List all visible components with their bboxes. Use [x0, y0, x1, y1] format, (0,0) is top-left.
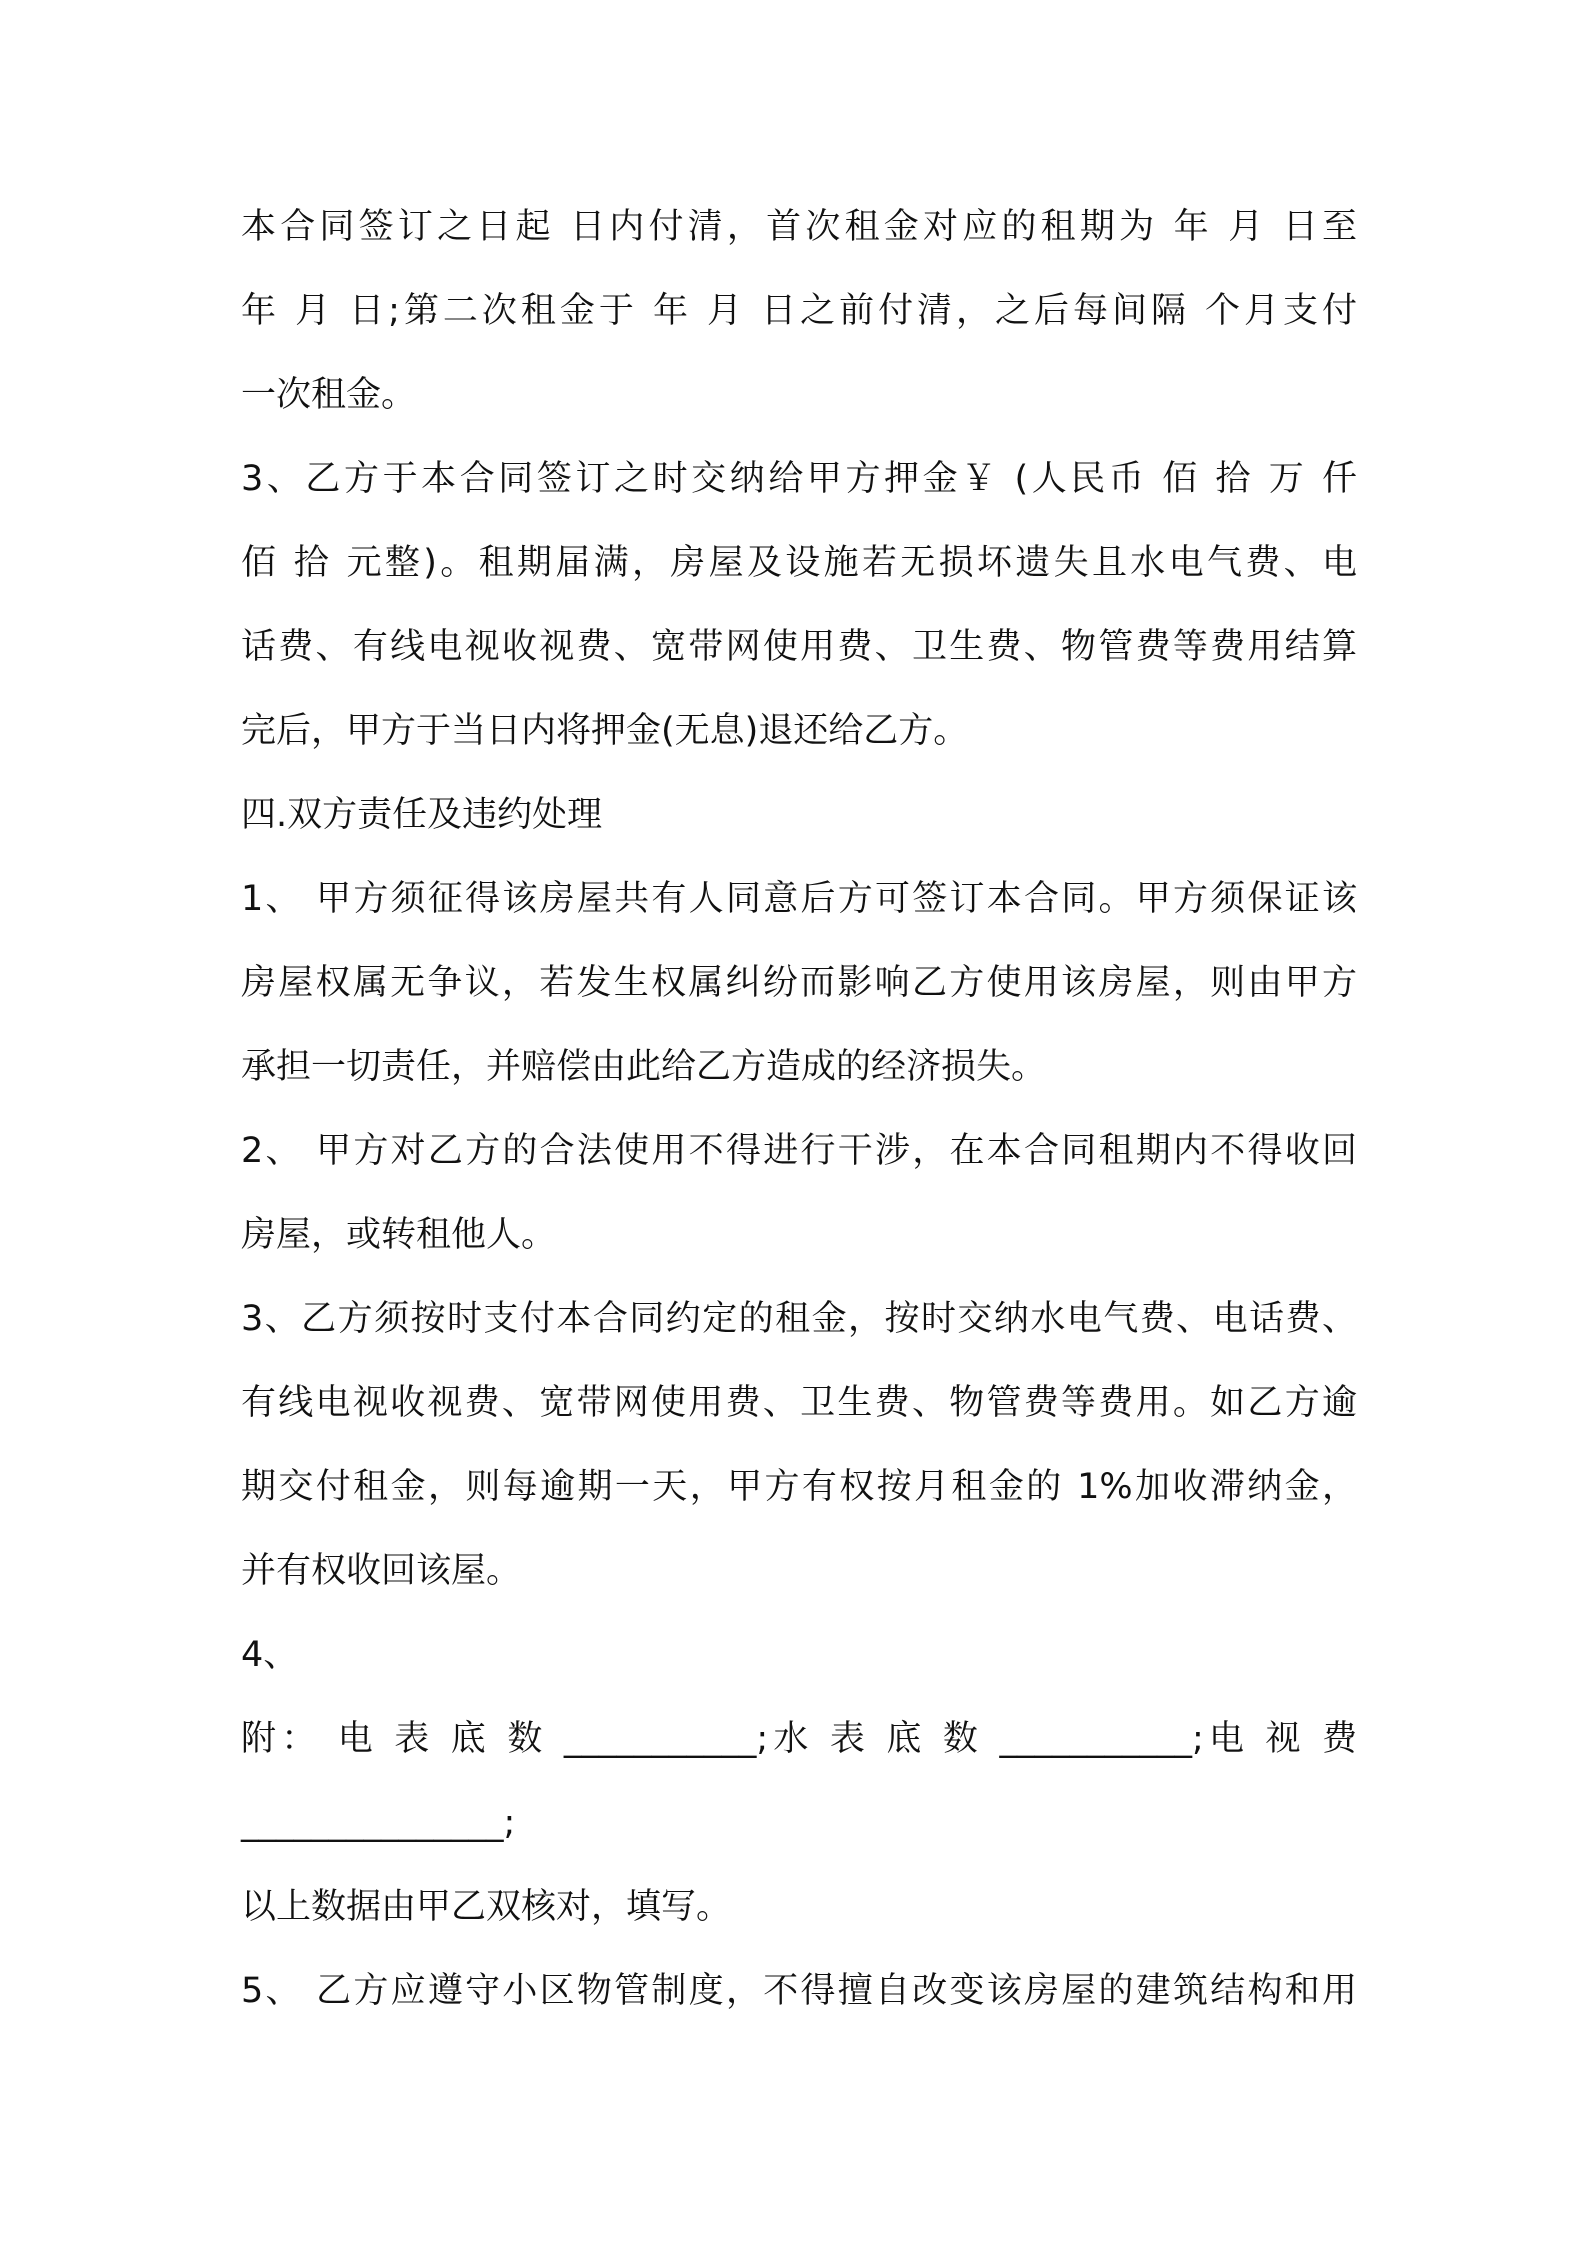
text-line: 期交付租金，则每逾期一天，甲方有权按月租金的 1%加收滞纳金， [241, 1467, 1357, 1507]
section-heading: 四.双方责任及违约处理 [241, 795, 603, 835]
meter-reading-line: _______________; [241, 1803, 516, 1843]
text-line: 房屋权属无争议，若发生权属纠纷而影响乙方使用该房屋，则由甲方 [241, 963, 1357, 1003]
meter-reading-line: 附： 电 表 底 数 ___________;水 表 底 数 ___________;电 视 费 [241, 1719, 1357, 1759]
text-line: 4、 [241, 1635, 299, 1675]
text-line: 承担一切责任，并赔偿由此给乙方造成的经济损失。 [241, 1047, 1047, 1087]
text-line: 3、乙方于本合同签订之时交纳给甲方押金￥ (人民币 佰 拾 万 仟 [241, 459, 1357, 499]
text-line: 一次租金。 [241, 375, 417, 415]
text-line: 年 月 日;第二次租金于 年 月 日之前付清，之后每间隔 个月支付 [241, 291, 1357, 331]
text-line: 1、 甲方须征得该房屋共有人同意后方可签订本合同。甲方须保证该 [241, 879, 1357, 919]
text-line: 话费、有线电视收视费、宽带网使用费、卫生费、物管费等费用结算 [241, 627, 1357, 667]
text-line: 5、 乙方应遵守小区物管制度，不得擅自改变该房屋的建筑结构和用 [241, 1971, 1357, 2011]
text-line: 并有权收回该屋。 [241, 1551, 522, 1591]
text-line: 房屋，或转租他人。 [241, 1215, 557, 1255]
text-line: 完后，甲方于当日内将押金(无息)退还给乙方。 [241, 711, 969, 751]
text-line: 2、 甲方对乙方的合法使用不得进行干涉，在本合同租期内不得收回 [241, 1131, 1357, 1171]
text-line: 以上数据由甲乙双核对，填写。 [241, 1887, 732, 1927]
text-line: 有线电视收视费、宽带网使用费、卫生费、物管费等费用。如乙方逾 [241, 1383, 1357, 1423]
text-line: 3、乙方须按时支付本合同约定的租金，按时交纳水电气费、电话费、 [241, 1299, 1357, 1339]
text-line: 佰 拾 元整)。租期届满，房屋及设施若无损坏遗失且水电气费、电 [241, 543, 1357, 583]
text-line: 本合同签订之日起 日内付清，首次租金对应的租期为 年 月 日至 [241, 207, 1357, 247]
